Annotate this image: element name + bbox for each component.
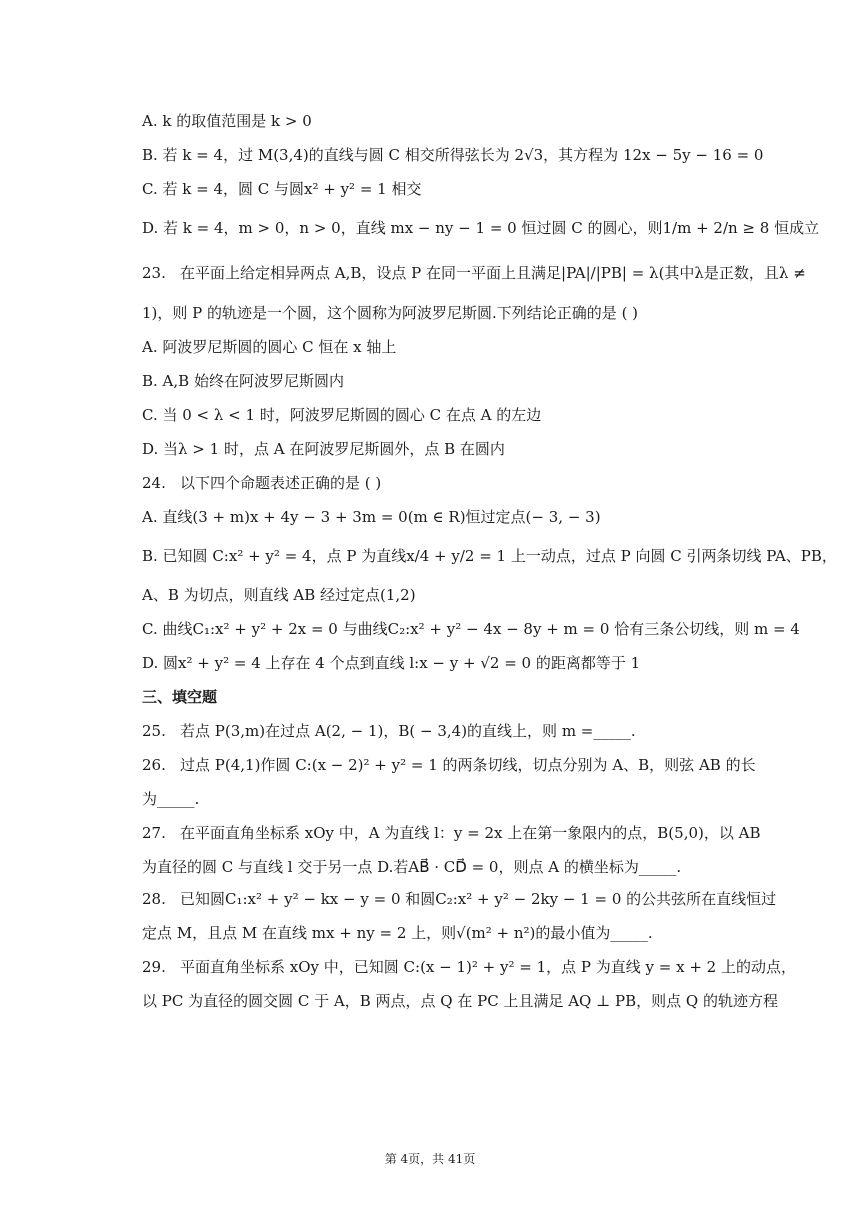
q27-line-2: 为直径的圆 C 与直线 l 交于另一点 D.若AB⃗ · CD⃗ = 0，则点 A 的横坐标为_____. [142, 858, 682, 876]
page-footer: 第 4页，共 41页 [384, 1152, 476, 1166]
q28-line-1 [142, 888, 776, 910]
q29-line-1 [142, 956, 796, 978]
q23-stem-line-2: 1)，则 P 的轨迹是一个圆，这个圆称为阿波罗尼斯圆.下列结论正确的是 ( ) [142, 304, 639, 322]
q25-number: 25. [142, 722, 166, 740]
q22-option-a: A. k 的取值范围是 k > 0 [142, 112, 312, 130]
q24-option-b: B. 已知圆 C:x² + y² = 4，点 P 为直线x/4 + y/2 = 1 上一动点，过点 P 向圆 C 引两条切线 PA、PB， [142, 547, 837, 565]
q26-number: 26. [142, 756, 166, 774]
q24-option-c: C. 曲线C₁:x² + y² + 2x = 0 与曲线C₂:x² + y² − 4x − 8y + m = 0 恰有三条公切线，则 m = 4 [142, 620, 800, 638]
q23-option-a: A. 阿波罗尼斯圆的圆心 C 恒在 x 轴上 [142, 338, 397, 356]
q24-option-b-cont: A、B 为切点，则直线 AB 经过定点(1,2) [142, 586, 416, 604]
q26-line-1 [142, 754, 756, 776]
q22-option-b: B. 若 k = 4，过 M(3,4)的直线与圆 C 相交所得弦长为 2√3，其方程为 12x − 5y − 16 = 0 [142, 146, 764, 164]
section-title: 三、填空题 [142, 688, 218, 706]
q23-option-b: B. A,B 始终在阿波罗尼斯圆内 [142, 372, 344, 390]
q28-number: 28. [142, 890, 166, 908]
q25-text: 若点 P(3,m)在过点 A(2, − 1)，B( − 3,4)的直线上，则 m =_____. [180, 722, 636, 740]
q24-stem [142, 472, 381, 494]
q28-line-2: 定点 M，且点 M 在直线 mx + ny = 2 上，则√(m² + n²)的最小值为_____. [142, 924, 653, 942]
q27-line-1 [142, 822, 761, 844]
q23-stem-text-1: 在平面上给定相异两点 A,B，设点 P 在同一平面上且满足|PA|/|PB| = λ(其中λ是正数，且λ ≠ [180, 264, 806, 282]
q26-text-1: 过点 P(4,1)作圆 C:(x − 2)² + y² = 1 的两条切线，切点分别为 A、B，则弦 AB 的长 [180, 756, 756, 774]
q27-text-1: 在平面直角坐标系 xOy 中，A 为直线 l：y = 2x 上在第一象限内的点，B(5,0)，以 AB [180, 824, 761, 842]
q23-stem-line-1 [142, 262, 806, 284]
q29-line-2: 以 PC 为直径的圆交圆 C 于 A，B 两点，点 Q 在 PC 上且满足 AQ ⊥ PB，则点 Q 的轨迹方程 [142, 992, 778, 1010]
q29-text-1: 平面直角坐标系 xOy 中，已知圆 C:(x − 1)² + y² = 1，点 P 为直线 y = x + 2 上的动点， [180, 958, 796, 976]
q22-option-d: D. 若 k = 4，m > 0，n > 0，直线 mx − ny − 1 = 0 恒过圆 C 的圆心，则1/m + 2/n ≥ 8 恒成立 [142, 219, 820, 237]
q24-number: 24. [142, 474, 166, 492]
q24-stem-text: 以下四个命题表述正确的是 ( ) [180, 474, 382, 492]
q25 [142, 720, 636, 742]
q23-option-d: D. 当λ > 1 时，点 A 在阿波罗尼斯圆外，点 B 在圆内 [142, 440, 505, 458]
q28-text-1: 已知圆C₁:x² + y² − kx − y = 0 和圆C₂:x² + y² − 2ky − 1 = 0 的公共弦所在直线恒过 [180, 890, 777, 908]
q24-option-d: D. 圆x² + y² = 4 上存在 4 个点到直线 l:x − y + √2 = 0 的距离都等于 1 [142, 654, 641, 672]
q29-number: 29. [142, 958, 166, 976]
q24-option-a: A. 直线(3 + m)x + 4y − 3 + 3m = 0(m ∈ R)恒过定点(− 3, − 3) [142, 508, 601, 526]
q23-number: 23. [142, 264, 166, 282]
q27-number: 27. [142, 824, 166, 842]
q23-option-c: C. 当 0 < λ < 1 时，阿波罗尼斯圆的圆心 C 在点 A 的左边 [142, 406, 542, 424]
q26-line-2: 为_____. [142, 790, 200, 808]
q22-option-c: C. 若 k = 4，圆 C 与圆x² + y² = 1 相交 [142, 180, 422, 198]
